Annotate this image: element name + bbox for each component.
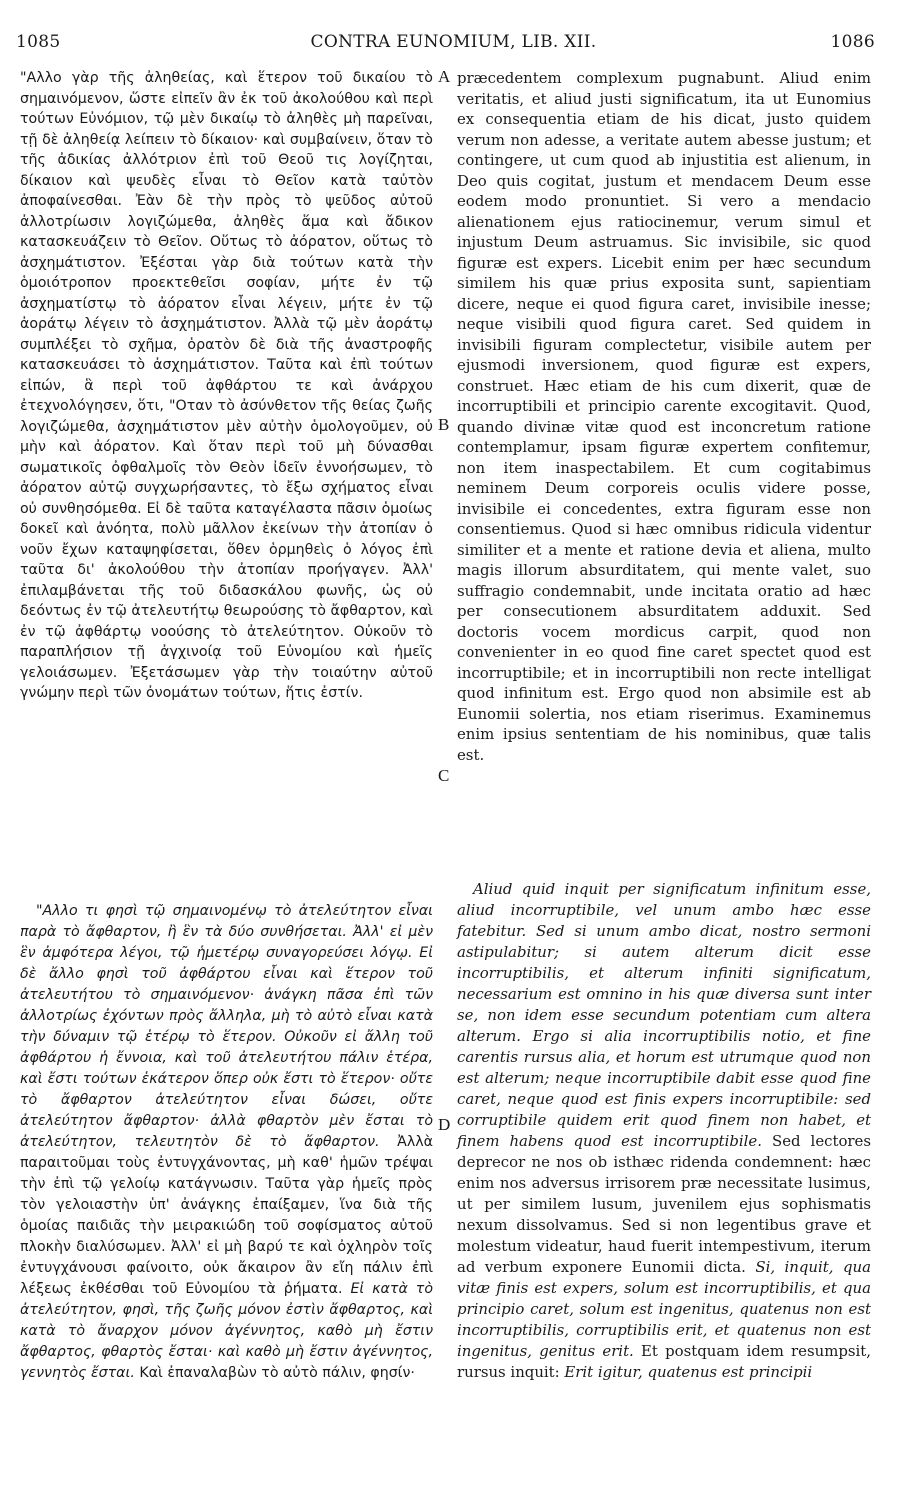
latin-quote-italic-2: Si, inquit, qua vitæ finis est expers, solum est incorruptibilis, et qua principio caret, solum est ingenitus, quatenus non est incorruptibilis, corruptibilis erit, et quatenus non est ingenitus, genitus erit. (457, 1258, 871, 1360)
running-title: CONTRA EUNOMIUM, LIB. XII. (310, 32, 597, 52)
greek-column-text (20, 68, 433, 704)
greek-paragraph-1: "Αλλο γὰρ τῆς ἀληθείας, καὶ ἕτερον τοῦ δικαίου τὸ σημαινόμενον, ὥστε εἰπεῖν ἂν ἐκ τοῦ ἀκολούθου καὶ περὶ τούτων Εὐνόμιον, τῷ μὲν δικαίῳ τὸ ἀληθὲς μὴ παρεῖναι, τῇ δὲ ἀληθείᾳ λείπειν τὸ δίκαιον· καὶ συμβαίνειν, ὅταν τὸ τῆς ἀδικίας ἀλλότριον ἐπὶ τοῦ Θεοῦ τις λογίζηται, δίκαιον καὶ ψευδὲς εἶναι τὸ Θεῖον κατὰ ταὐτὸν ἀποφαίνεσθαι. Ἐὰν δὲ τὴν πρὸς τὸ ψεῦδος αὐτοῦ ἀλλοτρίωσιν λογιζώμεθα, ἀληθὲς ἅμα καὶ ἄδικον κατασκευάζειν τὸ Θεῖον. Οὕτως τὸ ἀόρατον, οὕτως τὸ ἀσχημάτιστον. Ἐξέσται γὰρ διὰ τούτων κατὰ τὴν ὁμοιότροπον προεκτεθεῖσι σοφίαν, μήτε ἐν τῷ ἀσχηματίστῳ τὸ ἀόρατον εἶναι λέγειν, μήτε ἐν τῷ ἀοράτῳ λέγειν τὸ ἀσχημάτιστον. Ἀλλὰ τῷ μὲν ἀοράτῳ συμπλέξει τὸ σχῆμα, ὁρατὸν δὲ διὰ τῆς ἀναστροφῆς κατασκευάσει τὸ ἀσχημάτιστον. Ταῦτα καὶ ἐπὶ τούτων εἰπών, ἃ περὶ τοῦ ἀφθάρτου τε καὶ ἀνάρχου ἐτεχνολόγησεν, ὅτι, "Οταν τὸ ἀσύνθετον τῆς θείας ζωῆς λογιζώμεθα, ἀσχημάτιστον μὲν αὐτὴν ὁμολογοῦμεν, οὐ μὴν καὶ ἀόρατον. Καὶ ὅταν περὶ τοῦ μὴ δύνασθαι σωματικοῖς ὀφθαλμοῖς τὸν Θεὸν ἰδεῖν ἐννοήσωμεν, τὸ ἀόρατον αὐτῷ συγχωρήσαντες, τὸ ἔξω σχήματος εἶναι οὐ συνθησόμεθα. Εἰ δὲ ταῦτα καταγέλαστα πᾶσιν ὁμοίως δοκεῖ καὶ ἀνόητα, πολὺ μᾶλλον ἐκείνων τὴν ἀτοπίαν ὁ νοῦν ἔχων καταψηφίσεται, ὅθεν ὁρμηθεὶς ὁ λόγος ἐπὶ ταῦτα δι' ἀκολούθου τὴν ἀτοπίαν προήγαγεν. Ἀλλ' ἐπιλαμβάνεται τῆς τοῦ διδασκάλου φωνῆς, ὡς οὐ δεόντως ἐν τῷ ἀτελευτήτῳ θεωρούσης τὸ ἄφθαρτον, καὶ ἐν τῷ ἀφθάρτῳ νοούσης τὸ ἀτελεύτητον. Οὐκοῦν τὸ παραπλήσιον τῇ ἀγχινοίᾳ τοῦ Εὐνομίου καὶ ἡμεῖς γελοιάσωμεν. Ἐξετάσωμεν γὰρ τὴν τοιαύτην αὐτοῦ γνώμην περὶ τῶν ὀνομάτων τούτων, ἥτις ἐστίν. (20, 70, 433, 701)
greek-column-quotation (20, 901, 433, 1384)
greek-text-roman-1: Ἀλλὰ παραιτοῦμαι τοὺς ἐντυγχάνοντας, μὴ καθ' ἡμῶν τρέψαι τὴν ἐπὶ τῷ γελοίῳ κατάγνωσιν. Ταῦτα γὰρ ἡμεῖς πρὸς τὸν γελοιαστὴν ὑπ' ἀνάγκης ἐπαίξαμεν, ἵνα διὰ τῆς ὁμοίας παιδιᾶς τὴν μειρακιώδη τοῦ σοφίσματος αὐτοῦ πλοκὴν διαλύσωμεν. Ἀλλ' εἰ μὴ βαρύ τε καὶ ὀχληρὸν τοῖς ἐντυγχάνουσι φαίνοιτο, οὐκ ἄκαιρον ἂν εἴη πάλιν ἐπὶ λέξεως ἐκθέσθαι τοῦ Εὐνομίου τὰ ῥήματα. (20, 1134, 433, 1297)
margin-letter-b: B (438, 415, 450, 434)
greek-quote-italic-2: Εἰ κατὰ τὸ ἀτελεύτητον, φησὶ, τῆς ζωῆς μόνον ἐστὶν ἄφθαρτος, καὶ κατὰ τὸ ἄναρχον μόνον ἀγέννητος, καθὸ μὴ ἔστιν ἄφθαρτος, φθαρτὸς ἔσται· καὶ καθὸ μὴ ἔστιν ἀγέννητος, γεννητὸς ἔσται. (20, 1281, 433, 1381)
greek-paragraph-2 (20, 901, 433, 1384)
latin-paragraph-2 (457, 879, 871, 1383)
running-header (0, 32, 907, 58)
latin-column-quotation (457, 879, 871, 1383)
page-number-left: 1085 (16, 32, 61, 52)
greek-text-roman-2: Καὶ ἐπαναλαβὼν τὸ αὐτὸ πάλιν, φησίν· (134, 1365, 415, 1381)
latin-quote-italic-1: Aliud quid inquit per significatum infinitum esse, aliud incorruptibile, vel unum ambo hæc esse fatebitur. Sed si unum ambo dicat, nostro sermoni astipulabitur; si autem alterum dicit esse incorruptibilis, et alterum infiniti significatum, necessarium est omnino in his quæ diversa sunt inter se, non idem esse secundum potentiam cum altera alterum. Ergo si alia incorruptibilis notio, et fine carentis rursus alia, et horum est utrumque quod non est alterum; neque incorruptibile dabit esse quod fine caret, neque quod est finis expers incorruptibile: sed corruptibile quidem erit quod finem non habet, et finem habens quod est incorruptibile. (457, 880, 871, 1150)
page-number-right: 1086 (830, 32, 875, 52)
latin-text-roman-1: Sed lectores deprecor ne nos ob isthæc ridenda condemnent: hæc enim nos adversus irrisorem præ necessitate lusimus, ut per similem lusum, juvenilem ejus sophismatis nexum dissolvamus. Sed si non legentibus grave et molestum videatur, haud fuerit intempestivum, iterum ad verbum exponere Eunomii dicta. (457, 1132, 871, 1276)
latin-column-text (457, 68, 871, 765)
latin-text-roman-2: Et postquam idem resumpsit, rursus inquit: (457, 1342, 871, 1381)
margin-letter-d: D (438, 1115, 451, 1134)
margin-letter-c: C (438, 766, 450, 785)
latin-paragraph-1: præcedentem complexum pugnabunt. Aliud enim veritatis, et aliud justi significatum, ita ut Eunomius ex consequentia etiam de his dicat, justo quidem verum non adesse, a veritate autem abesse justum; et contingere, ut cum quod ab injustitia est alienum, in Deo quis cogitat, justum et mendacem Deum esse eodem modo pronuntiet. Si vero a mendacio alienationem ejus ratiocinemur, verum simul et injustum Deum astruamus. Sic invisibile, sic quod figuræ est expers. Licebit enim per hæc secundum similem his quæ prius exposita sunt, sapientiam dicere, neque ei quod figura caret, invisibile inesse; neque visibili quod figura caret. Sed quidem in invisibili figuram complectetur, visibile autem per ejusmodi inversionem, quod figuræ est expers, construet. Hæc etiam de his cum dixerit, quæ de incorruptibili et principio carente excogitavit. Quod, quando divinæ vitæ quod est inconcretum ratione contemplamur, ipsam figuræ expertem confitemur, non item inaspectabilem. Et cum cogitabimus neminem Deum corporeis oculis videre posse, invisibile ei concedentes, extra figuram esse non consentiemus. Quod si hæc omnibus ridicula videntur similiter et a mente et ratione devia et aliena, multo magis illorum absurditatem, qui mente valet, suo suffragio condemnabit, unde incitata oratio ad hæc per consecutionem absurditatem adduxit. Sed doctoris vocem mordicus carpit, quod non convenienter in eo quod fine caret spectet quod est incorruptibile; et in incorruptibili non recte intelligat quod infinitum est. Ergo quod non absimile est ab Eunomii solertia, nos etiam riserimus. Examinemus enim ipsius sententiam de his nominibus, quæ talis est. (457, 69, 871, 764)
latin-quote-italic-3: Erit igitur, quatenus est principii (559, 1363, 813, 1381)
greek-quote-italic-1: "Αλλο τι φησὶ τῷ σημαινομένῳ τὸ ἀτελεύτητον εἶναι παρὰ τὸ ἄφθαρτον, ἢ ἓν τὰ δύο συνθήσεται. Ἀλλ' εἰ μὲν ἓν ἀμφότερα λέγοι, τῷ ἡμετέρῳ συναγορεύσει λόγῳ. Εἰ δὲ ἄλλο φησὶ τοῦ ἀφθάρτου εἶναι καὶ ἕτερον τοῦ ἀτελευτήτου τὸ σημαινόμενον· ἀνάγκη πᾶσα ἐπὶ τῶν ἀλλοτρίως ἐχόντων πρὸς ἄλληλα, μὴ τὸ αὐτὸ εἶναι κατὰ τὴν δύναμιν τῷ ἑτέρῳ τὸ ἕτερον. Οὐκοῦν εἰ ἄλλη τοῦ ἀφθάρτου ἡ ἔννοια, καὶ τοῦ ἀτελευτήτου πάλιν ἑτέρα, καὶ ἔστι τούτων ἑκάτερον ὅπερ οὐκ ἔστι τὸ ἕτερον· οὔτε τὸ ἄφθαρτον ἀτελεύτητον εἶναι δώσει, οὔτε ἀτελεύτητον ἄφθαρτον· ἀλλὰ φθαρτὸν μὲν ἔσται τὸ ἀτελεύτητον, τελευτητὸν δὲ τὸ ἄφθαρτον. (20, 903, 433, 1150)
margin-letter-a: A (438, 67, 451, 86)
